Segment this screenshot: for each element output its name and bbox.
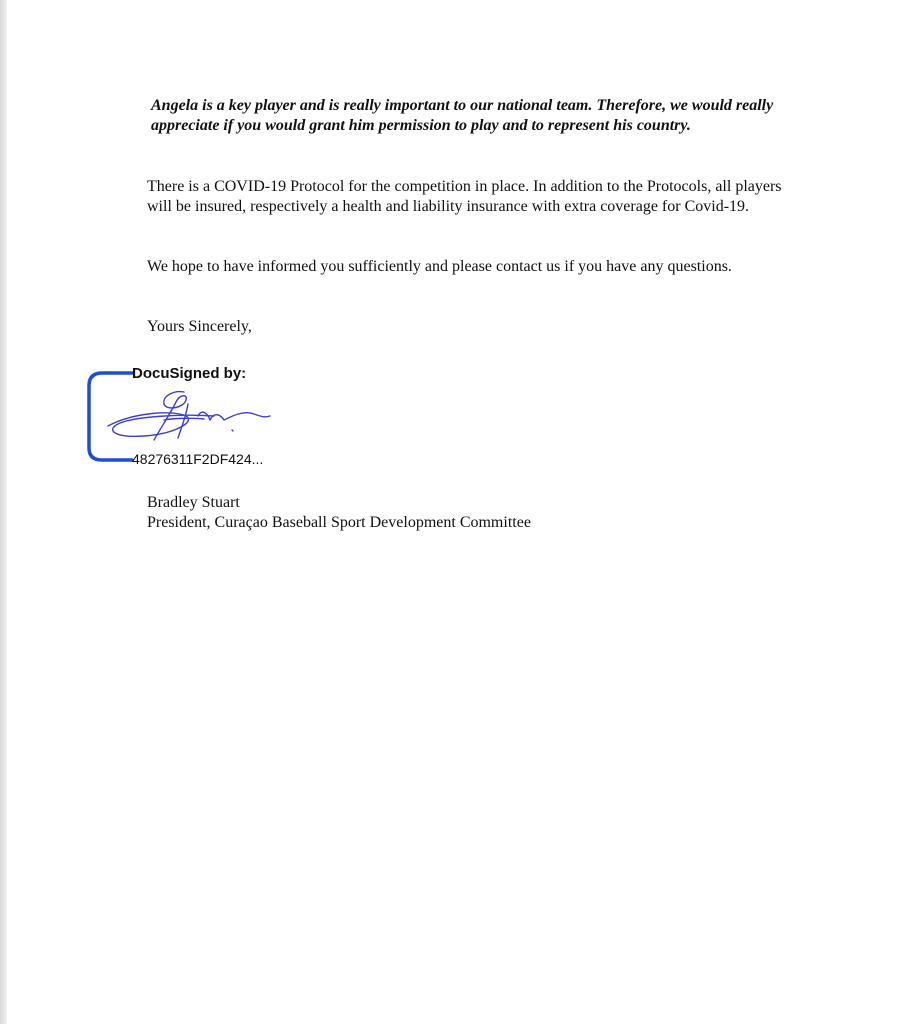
- page-edge-shadow: [0, 0, 7, 1024]
- request-paragraph: Angela is a key player and is really important to our national team. Therefore, we would really appreciate if you would grant him permission to play and to represent his country.: [151, 97, 774, 134]
- docusigned-by-label: DocuSigned by:: [132, 365, 247, 382]
- signer-title: President, Curaçao Baseball Sport Development Committee: [147, 514, 531, 531]
- handwritten-signature: [104, 386, 274, 448]
- closing-salutation: Yours Sincerely,: [147, 318, 252, 335]
- covid-protocol-paragraph: There is a COVID-19 Protocol for the competition in place. In addition to the Protocols, all players will be insured, respectively a health and liability insurance with extra coverage for Covid-19.: [147, 178, 782, 215]
- contact-paragraph: We hope to have informed you sufficiently and please contact us if you have any questions.: [147, 258, 732, 275]
- docusign-envelope-id: 48276311F2DF424...: [132, 451, 264, 467]
- docusign-signature-block: [86, 364, 346, 474]
- signer-name: Bradley Stuart: [147, 494, 240, 511]
